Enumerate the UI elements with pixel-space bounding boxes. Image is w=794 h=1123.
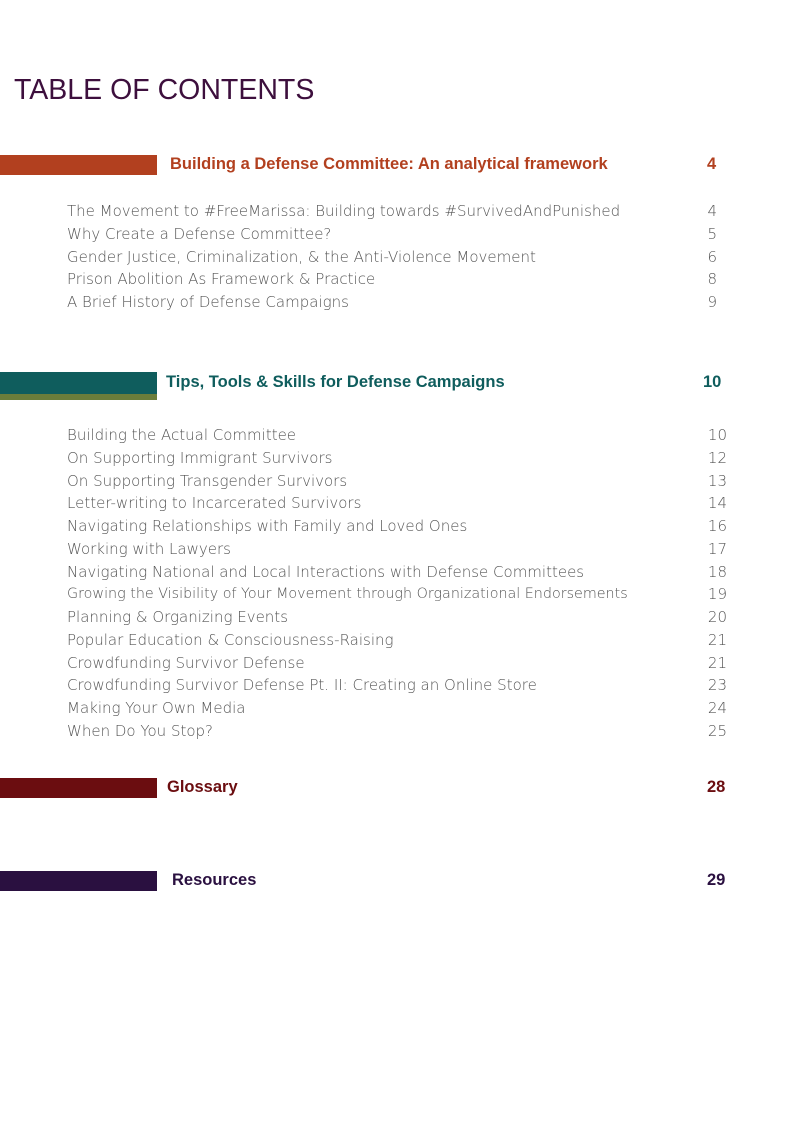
toc-entry[interactable] <box>67 515 727 538</box>
entry-page: 21 <box>707 630 727 649</box>
entry-label: The Movement to #FreeMarissa: Building towards #SurvivedAndPunished <box>67 202 621 220</box>
entry-page: 4 <box>707 202 717 220</box>
entry-label: Why Create a Defense Committee? <box>67 224 332 243</box>
entry-label: Prison Abolition As Framework & Practice <box>67 270 376 289</box>
entry-page: 18 <box>707 562 727 581</box>
entry-label: Planning & Organizing Events <box>67 608 289 626</box>
entry-label: Letter-writing to Incarcerated Survivors <box>67 494 362 513</box>
toc-entry[interactable] <box>67 200 717 223</box>
entry-page: 16 <box>707 517 727 535</box>
section-3-bar <box>0 778 157 798</box>
toc-entry[interactable] <box>67 674 727 697</box>
toc-entry[interactable] <box>67 629 727 652</box>
toc-entry[interactable] <box>67 447 727 470</box>
entry-label: Crowdfunding Survivor Defense <box>67 653 305 672</box>
toc-entry[interactable] <box>67 470 727 493</box>
section-4-title[interactable]: Resources <box>172 871 257 889</box>
toc-entry[interactable] <box>67 720 727 743</box>
toc-entry[interactable] <box>67 291 717 314</box>
entry-page: 21 <box>707 653 727 672</box>
toc-entry[interactable] <box>67 606 727 629</box>
section-2-bar-accent <box>0 394 157 400</box>
section-2-entries <box>67 424 727 743</box>
entry-label: Building the Actual Committee <box>67 426 297 444</box>
entry-page: 13 <box>707 471 727 490</box>
entry-page: 19 <box>707 585 727 604</box>
entry-page: 9 <box>707 293 717 311</box>
section-2-bar <box>0 372 157 394</box>
toc-entry[interactable] <box>67 223 717 246</box>
section-3-page: 28 <box>707 778 726 796</box>
entry-label: Popular Education & Consciousness-Raising <box>67 630 394 649</box>
entry-page: 25 <box>707 721 727 740</box>
toc-entry[interactable] <box>67 583 727 606</box>
entry-label: Working with Lawyers <box>67 539 231 558</box>
section-4-bar <box>0 871 157 891</box>
entry-label: Crowdfunding Survivor Defense Pt. II: Creating an Online Store <box>67 676 537 695</box>
toc-entry[interactable] <box>67 424 727 447</box>
section-1-page: 4 <box>707 155 717 173</box>
toc-entry[interactable] <box>67 697 727 720</box>
entry-label: When Do You Stop? <box>67 721 214 740</box>
section-1-entries <box>67 200 717 314</box>
entry-label: Navigating National and Local Interactions with Defense Committees <box>67 562 585 581</box>
entry-page: 12 <box>707 448 727 467</box>
toc-entry[interactable] <box>67 268 717 291</box>
entry-page: 14 <box>707 494 727 513</box>
toc-entry[interactable] <box>67 561 727 584</box>
toc-entry[interactable] <box>67 492 727 515</box>
entry-page: 6 <box>707 247 717 266</box>
entry-page: 23 <box>707 676 727 695</box>
entry-label: Making Your Own Media <box>67 699 246 717</box>
entry-label: A Brief History of Defense Campaigns <box>67 293 349 311</box>
toc-entry[interactable] <box>67 538 727 561</box>
section-2-title[interactable]: Tips, Tools & Skills for Defense Campaigns <box>166 373 505 391</box>
toc-entry[interactable] <box>67 652 727 675</box>
entry-label: On Supporting Transgender Survivors <box>67 471 348 490</box>
entry-label: Gender Justice, Criminalization, & the Anti-Violence Movement <box>67 247 536 266</box>
entry-page: 5 <box>707 224 717 243</box>
entry-page: 20 <box>707 608 727 626</box>
section-1-bar <box>0 155 157 175</box>
toc-entry[interactable] <box>67 246 717 269</box>
entry-label: Growing the Visibility of Your Movement through Organizational Endorsements <box>67 586 628 603</box>
entry-page: 10 <box>707 426 727 444</box>
entry-page: 24 <box>707 699 727 717</box>
page-title: TABLE OF CONTENTS <box>14 74 315 106</box>
entry-label: Navigating Relationships with Family and Loved Ones <box>67 517 468 535</box>
entry-page: 17 <box>707 539 727 558</box>
section-1-title[interactable]: Building a Defense Committee: An analytical framework <box>170 155 608 173</box>
section-2-page: 10 <box>703 373 722 391</box>
section-4-page: 29 <box>707 871 726 889</box>
entry-label: On Supporting Immigrant Survivors <box>67 448 333 467</box>
entry-page: 8 <box>707 270 717 289</box>
section-3-title[interactable]: Glossary <box>167 778 238 796</box>
